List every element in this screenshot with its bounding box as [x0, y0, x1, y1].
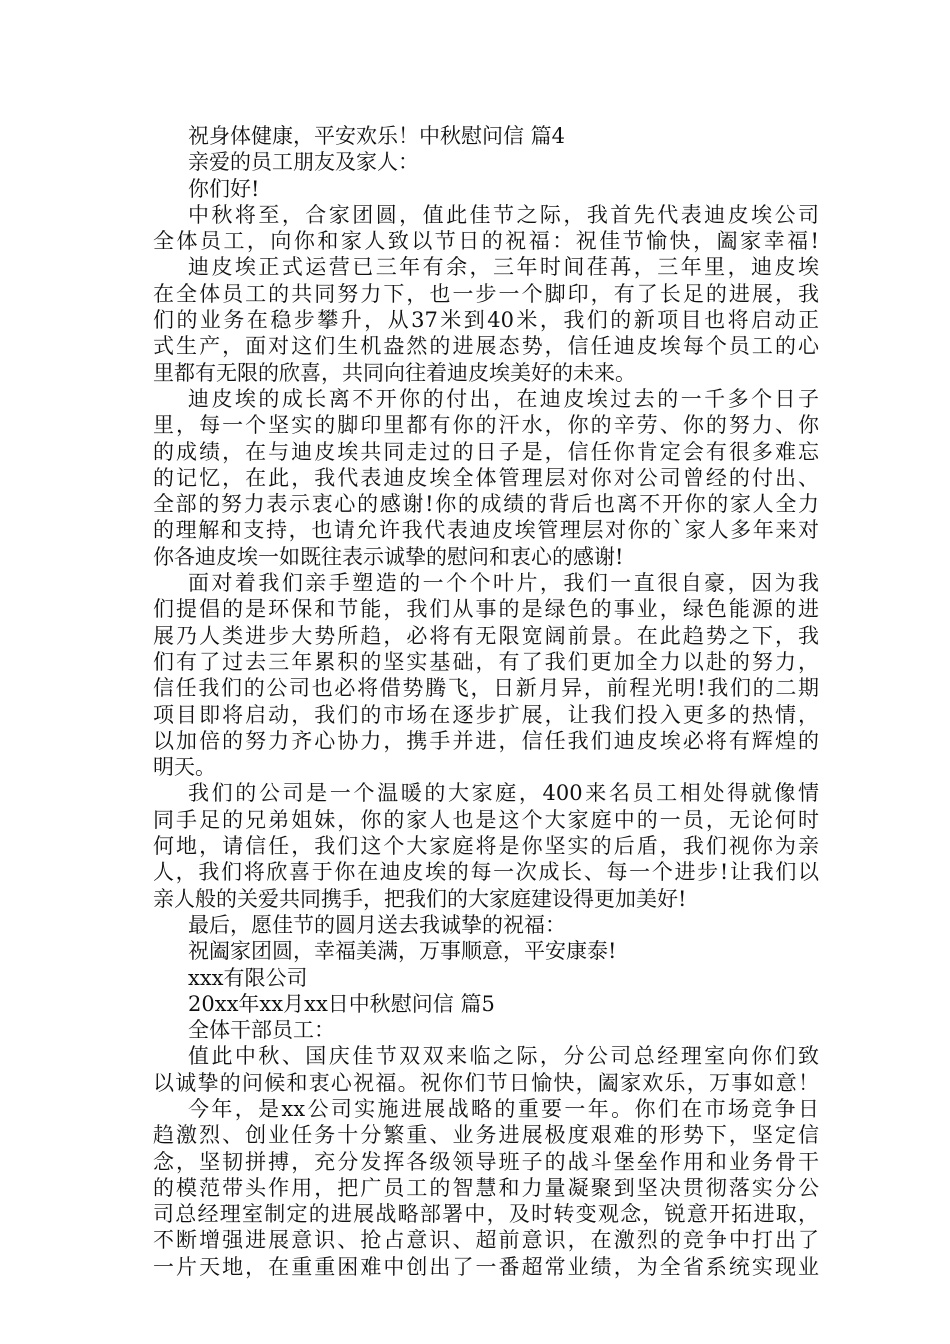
text-line: 的成绩，在与迪皮埃共同走过的日子是，信任你肯定会有很多难忘: [153, 439, 819, 464]
text-line: 同手足的兄弟姐妹，你的家人也是这个大家庭中的一员，无论何时: [153, 807, 819, 832]
text-line: 全部的努力表示衷心的感谢!你的成绩的背后也离不开你的家人全力: [153, 492, 819, 517]
text-line: 亲人般的关爱共同携手，把我们的大家庭建设得更加美好!: [153, 886, 687, 911]
text-line: 司总经理室制定的进展战略部署中，及时转变观念，锐意开拓进取，: [153, 1202, 819, 1227]
text-line: 迪皮埃正式运营已三年有余，三年时间荏苒，三年里，迪皮埃: [188, 255, 819, 280]
text-line: 20xx年xx月xx日中秋慰问信 篇5: [188, 991, 495, 1016]
text-line: 不断增强进展意识、抢占意识、超前意识，在激烈的竞争中打出了: [153, 1228, 819, 1253]
text-line: 你们好!: [188, 176, 260, 201]
text-line: 信任我们的公司也必将借势腾飞，日新月异，前程光明!我们的二期: [153, 676, 819, 701]
text-line: 明天。: [153, 755, 216, 780]
text-line: 项目即将启动，我们的市场在逐步扩展，让我们投入更多的热情，: [153, 702, 819, 727]
text-line: 面对着我们亲手塑造的一个个叶片，我们一直很自豪，因为我: [188, 571, 819, 596]
text-line: 趋激烈、创业任务十分繁重、业务进展极度艰难的形势下，坚定信: [153, 1123, 819, 1148]
text-line: 的记忆，在此，我代表迪皮埃全体管理层对你对公司曾经的付出、: [153, 465, 819, 490]
text-line: 的理解和支持，也请允许我代表迪皮埃管理层对你的`家人多年来对: [153, 518, 819, 543]
text-line: 展乃人类进步大势所趋，必将有无限宽阔前景。在此趋势之下，我: [153, 623, 819, 648]
text-line: 祝身体健康，平安欢乐！中秋慰问信 篇4: [188, 124, 566, 148]
text-line: 们有了过去三年累积的坚实基础，有了我们更加全力以赴的努力，: [153, 649, 819, 674]
text-line: 以加倍的努力齐心协力，携手并进，信任我们迪皮埃必将有辉煌的: [153, 728, 819, 753]
text-line: 们的业务在稳步攀升，从37米到40米，我们的新项目也将启动正: [153, 308, 819, 333]
text-line: 亲爱的员工朋友及家人：: [188, 150, 419, 175]
text-line: 祝阖家团圆，幸福美满，万事顺意，平安康泰!: [188, 939, 617, 964]
text-line: 的模范带头作用，把广员工的智慧和力量凝聚到坚决贯彻落实分公: [153, 1175, 819, 1200]
text-line: 最后，愿佳节的圆月送去我诚挚的祝福：: [188, 912, 566, 937]
text-line: 在全体员工的共同努力下，也一步一个脚印，有了长足的进展，我: [153, 281, 819, 306]
text-line: 里都有无限的欣喜，共同向往着迪皮埃美好的未来。: [153, 360, 636, 385]
text-line: 今年，是xx公司实施进展战略的重要一年。你们在市场竞争日: [188, 1096, 819, 1121]
text-line: xxx有限公司: [188, 965, 308, 990]
text-line: 何地，请信任，我们这个大家庭将是你坚实的后盾，我们视你为亲: [153, 834, 819, 859]
text-line: 以诚挚的问候和衷心祝福。祝你们节日愉快，阖家欢乐，万事如意！: [153, 1070, 819, 1095]
text-line: 值此中秋、国庆佳节双双来临之际，分公司总经理室向你们致: [188, 1044, 819, 1069]
text-line: 一片天地，在重重困难中创出了一番超常业绩，为全省系统实现业: [153, 1254, 819, 1279]
text-line: 念，坚韧拼搏，充分发挥各级领导班子的战斗堡垒作用和业务骨干: [153, 1149, 819, 1174]
text-line: 迪皮埃的成长离不开你的付出，在迪皮埃过去的一千多个日子: [188, 386, 819, 411]
text-line: 式生产，面对这们生机盎然的进展态势，信任迪皮埃每个员工的心: [153, 334, 819, 359]
text-line: 人，我们将欣喜于你在迪皮埃的每一次成长、每一个进步!让我们以: [153, 860, 819, 885]
text-line: 全体干部员工：: [188, 1018, 335, 1043]
text-line: 你各迪皮埃一如既往表示诚挚的慰问和衷心的感谢!: [153, 544, 624, 569]
text-line: 里，每一个坚实的脚印里都有你的汗水，你的辛劳、你的努力、你: [153, 413, 819, 438]
document-body: [153, 123, 819, 1280]
text-line: 们提倡的是环保和节能，我们从事的是绿色的事业，绿色能源的进: [153, 597, 819, 622]
text-line: 中秋将至，合家团圆，值此佳节之际，我首先代表迪皮埃公司: [188, 202, 819, 227]
text-line: 我们的公司是一个温暖的大家庭，400来名员工相处得就像情: [188, 781, 819, 806]
text-line: 全体员工，向你和家人致以节日的祝福：祝佳节愉快，阖家幸福!: [153, 229, 819, 254]
